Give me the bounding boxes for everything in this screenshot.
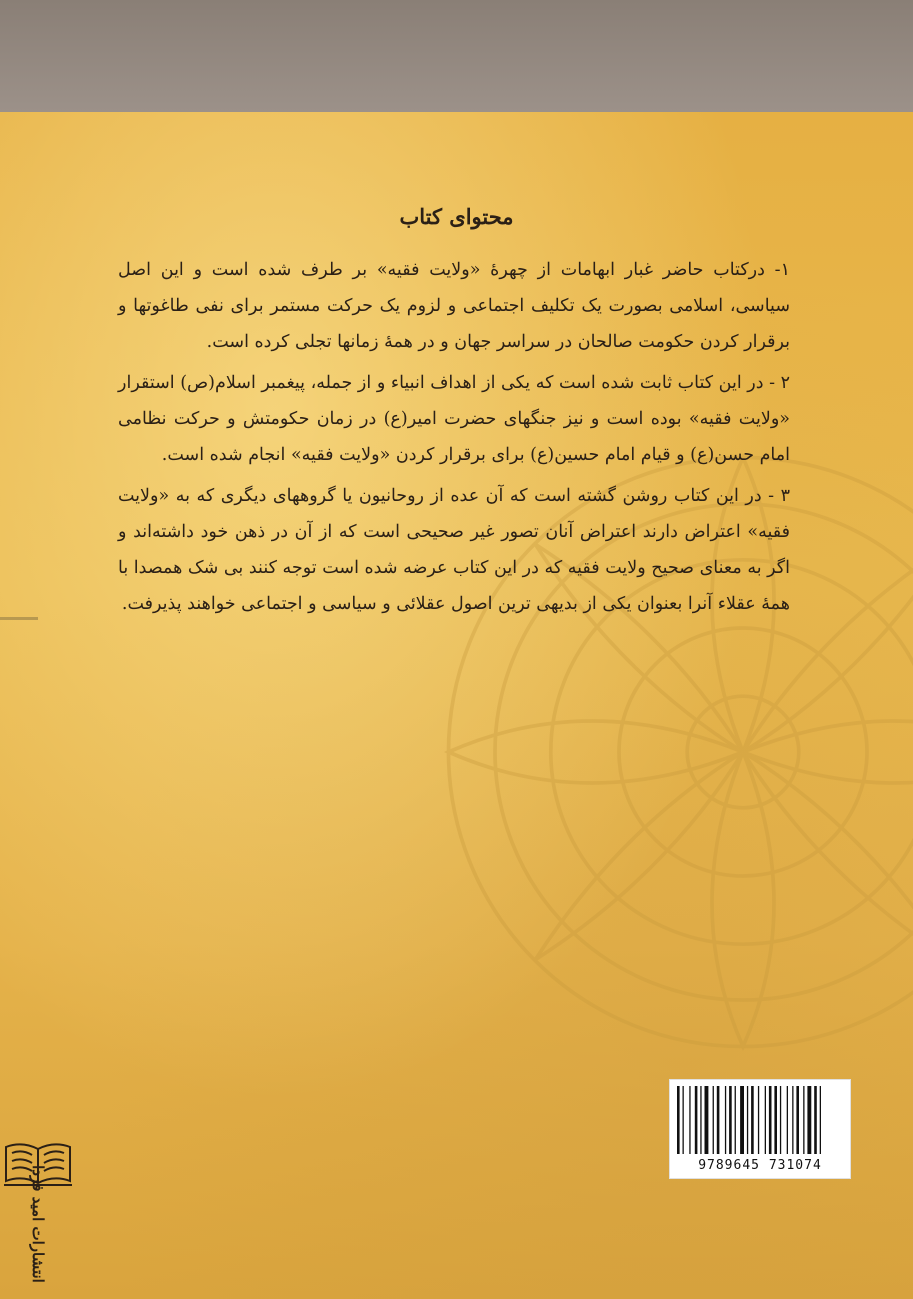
paragraph-1: ۱- درکتاب حاضر غبار ابهامات از چهرهٔ «ولایت فقیه» بر طرف شده است و این اصل سیاسی، اسلامی بصورت یک تکلیف اجتماعی و لزوم یک حرکت مستمر برای نفی طاغوتها و برقرار کردن حکومت صالحان در سراسر جهان و در همهٔ زمانها تجلی کرده است. — [118, 260, 790, 352]
barcode-bars — [677, 1086, 843, 1154]
isbn-barcode — [669, 1079, 851, 1179]
isbn-number: 9789645 731074 — [698, 1158, 822, 1173]
edge-mark — [0, 617, 38, 620]
paragraph-3: ۳ - در این کتاب روشن گشته است که آن عده از روحانیون یا گروههای دیگری که به «ولایت فقیه» اعتراض دارند اعتراض آنان تصور غیر صحیحی است که از آن در ذهن خود داشته‌اند و اگر به معنای صحیح ولایت فقیه که در این کتاب عرضه شده است توجه کنند بی شک همصدا با همهٔ عقلاء آنرا بعنوان یکی از بدیهی ترین اصول عقلائی و سیاسی و اجتماعی خواهند پذیرفت. — [118, 486, 790, 614]
book-back-cover — [0, 112, 913, 1299]
book-description — [118, 252, 790, 627]
page-title: محتوای کتاب — [399, 204, 514, 229]
publisher-name: انتشارات امید فردا — [29, 1165, 47, 1283]
paragraph-2: ۲ - در این کتاب ثابت شده است که یکی از اهداف انبیاء و از جمله، پیغمبر اسلام(ص) استقرار «ولایت فقیه» بوده است و نیز جنگهای حضرت امیر(ع) در زمان حکومتش و حرکت نظامی امام حسن(ع) و قیام امام حسین(ع) برای برقرار کردن «ولایت فقیه» انجام شده است. — [118, 373, 790, 465]
top-band — [0, 0, 913, 112]
